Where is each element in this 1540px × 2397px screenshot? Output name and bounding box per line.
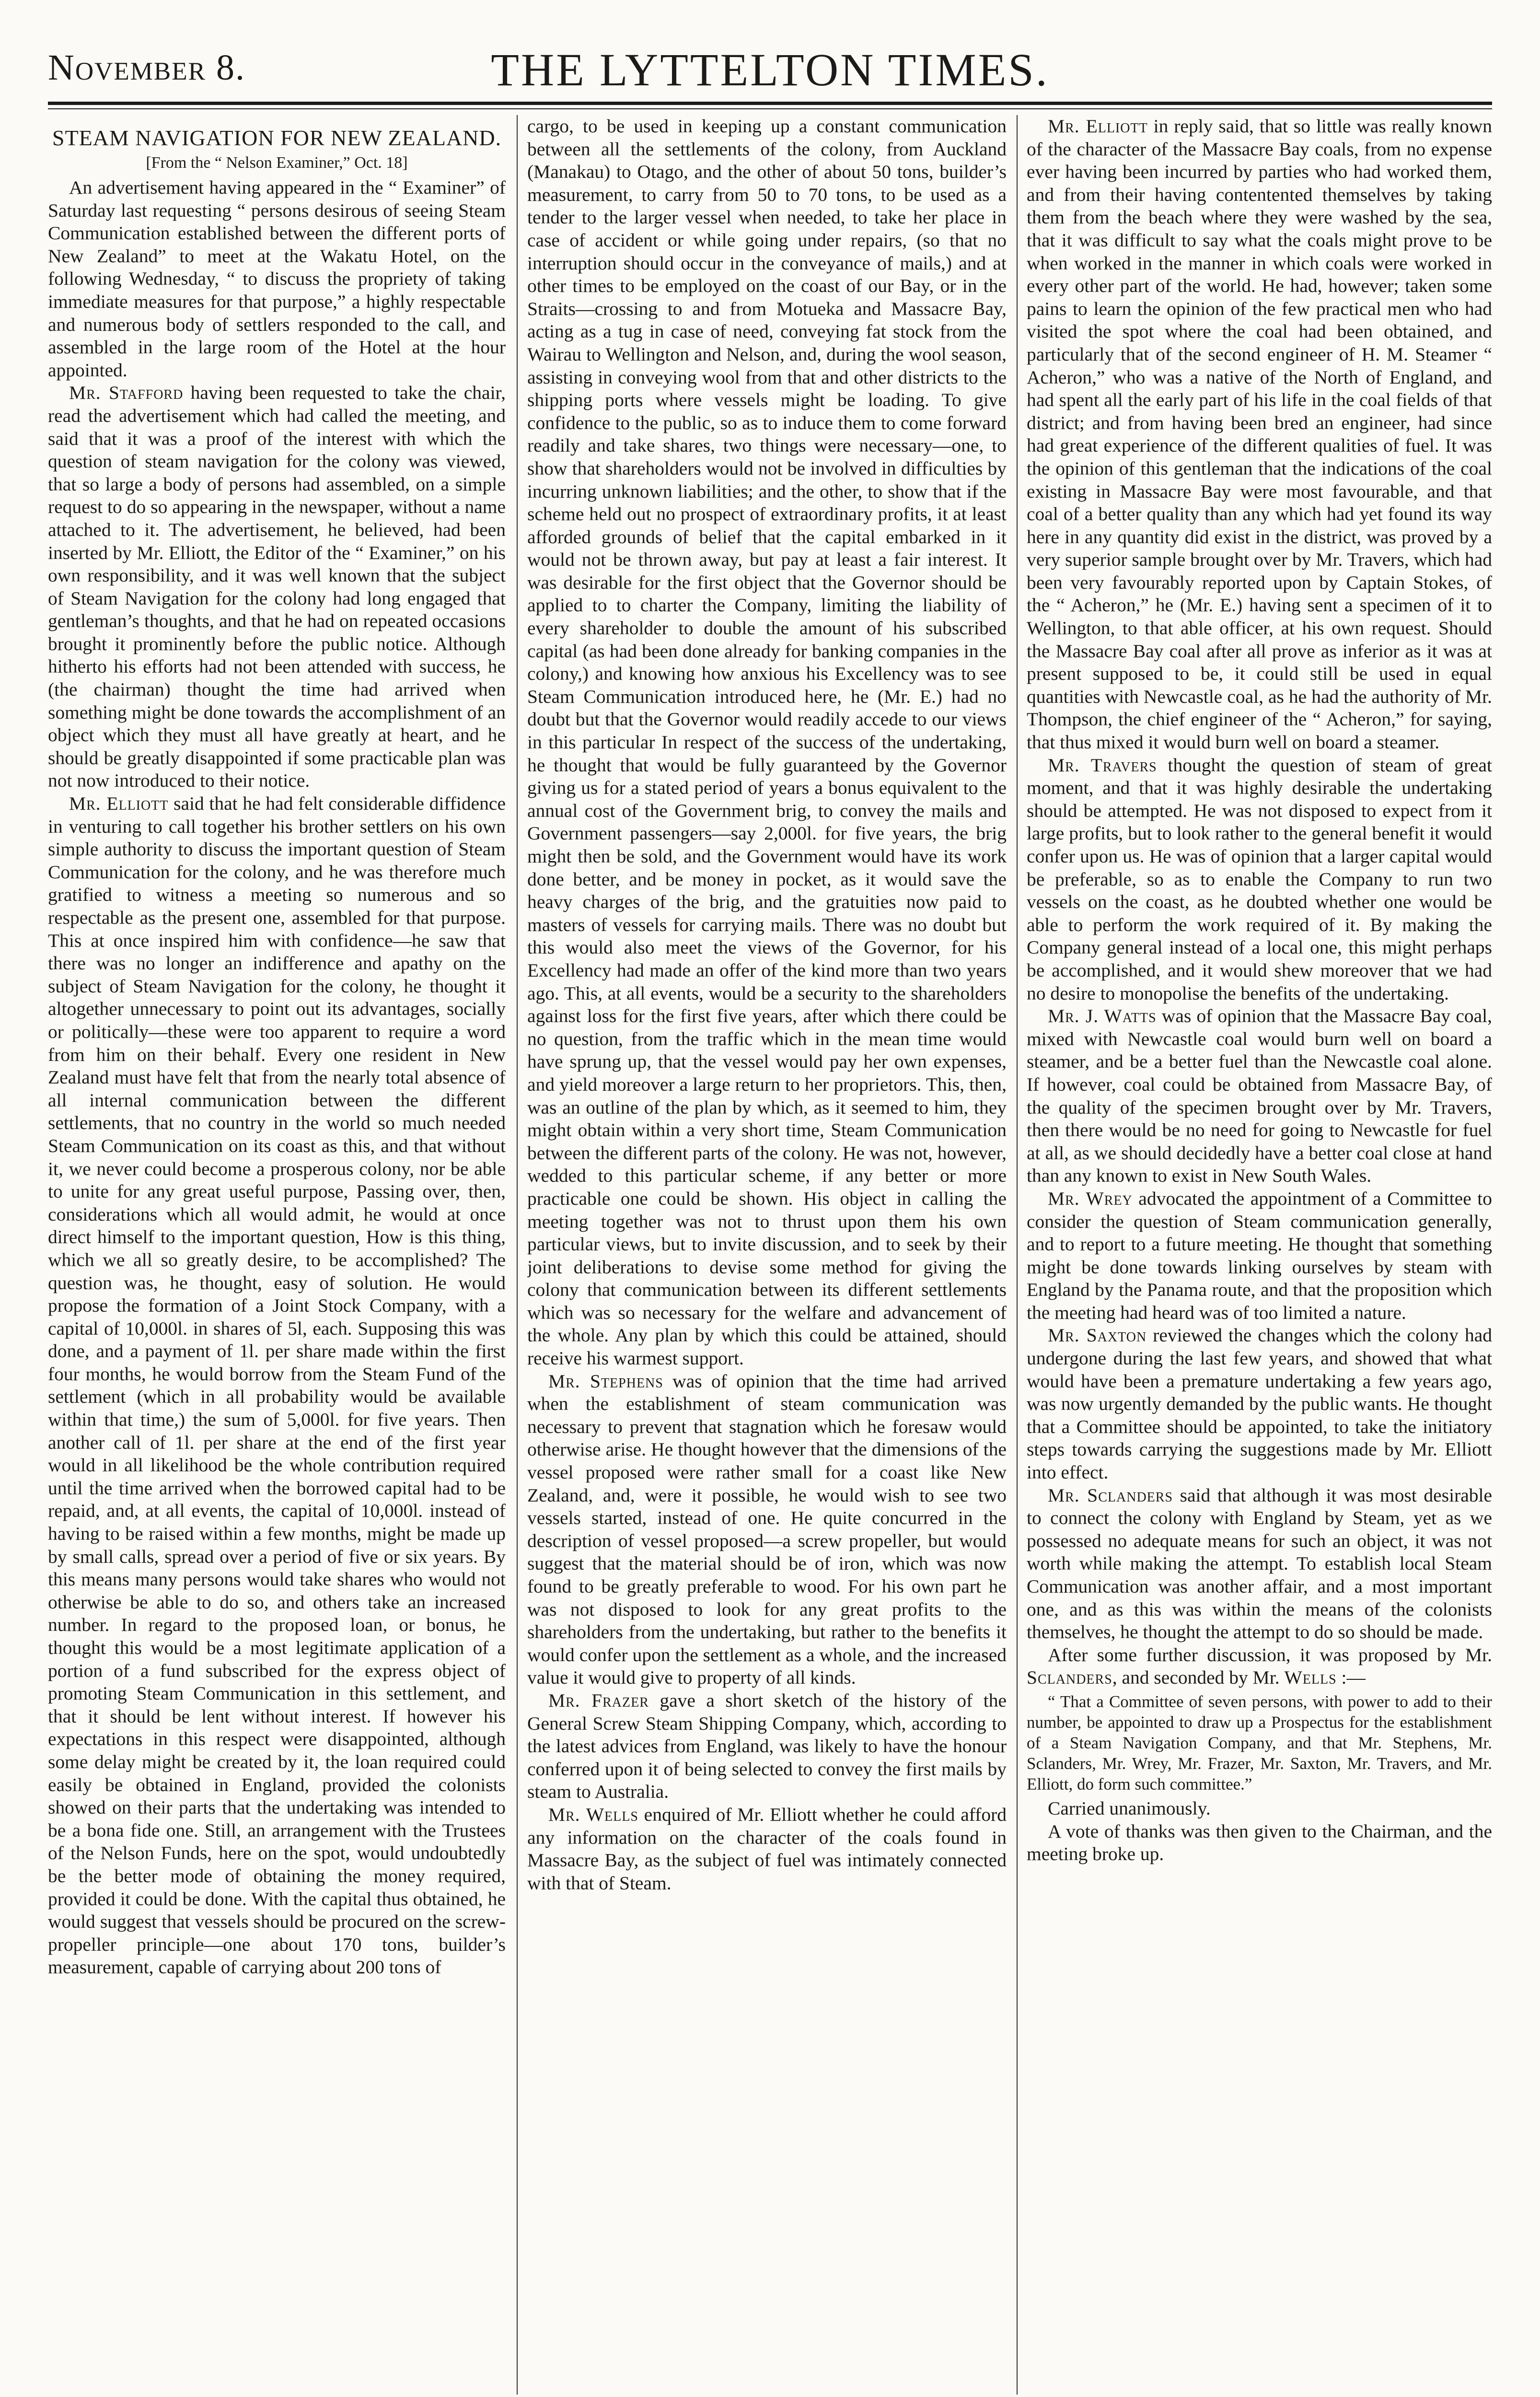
column-divider <box>517 115 518 2395</box>
paragraph <box>1027 1005 1492 1187</box>
paragraph-text: advocated the appointment of a Committee to consider the question of Steam communication generally, and to report to a future meeting. He thought that something might be done towards linking ourselves by steam with England by the Panama route, and that the proposition which the meeting had heard was of too limited a nature. <box>1027 1187 1492 1323</box>
closing-block <box>1027 1797 1492 1866</box>
speaker-name: Mr. Saxton <box>1048 1325 1147 1346</box>
column-2 <box>527 115 1007 2395</box>
paragraph-text: enquired of Mr. Elliott whether he could afford any information on the character of the coals found in Massacre Bay, as the subject of fuel was intimately connected with that of Steam. <box>527 1804 1007 1894</box>
article-columns <box>48 115 1492 2395</box>
column-1 <box>48 115 506 2395</box>
paragraph-text: was of opinion that the time had arrived when the establishment of steam communication was necessary to prevent that stagnation which he foresaw would otherwise arise. He thought however that the dimensions of the vessel proposed were rather small for a coast like New Zealand, and, were it possible, he would wish to see two vessels started, instead of one. He quite concurred in the description of vessel proposed—a screw propeller, but would suggest that the material should be of iron, which was now found to be greatly preferable to wood. For his own part he was not disposed to look for any great profits to the shareholders from the undertaking, but rather to the benefits it would confer upon the settlement as a whole, and the increased value it would give to property of all kinds. <box>527 1370 1007 1688</box>
paragraph <box>527 1370 1007 1689</box>
resolution-text: “ That a Committee of seven persons, with power to add to their number, be appointed to draw up a Prospectus for the establishment of a Steam Navigation Company, and that Mr. Stephens, Mr. Sclanders, Mr. Wrey, Mr. Frazer, Mr. Saxton, Mr. Travers, and Mr. Elliott, do form such committee.” <box>1027 1692 1492 1793</box>
paragraph-text: said that he had felt considerable diffidence in venturing to call together his brother settlers on his own simple authority to discuss the important question of Steam Communication for the colony, and he was therefore much gratified to witness a meeting so numerous and so respectable as the present one, assembled for that purpose. This at once inspired him with confidence—he saw that there was no longer an indifference and apathy on the subject of Steam Navigation for the colony, he thought it altogether unnecessary to point out its advantages, socially or politically—these were too apparent to require a word from him on their behalf. Every one resident in New Zealand must have felt that from the nearly total absence of all internal communication between the different settlements, that no country in the world so much needed Steam Communication on its coast as this, and that without it, we never could become a prosperous colony, nor be able to unite for any great useful purpose, Passing over, then, considerations which all would admit, he would at once direct himself to the important question, How is this thing, which we all so greatly desire, to be accomplished? The question was, he thought, easy of solution. He would propose the formation of a Joint Stock Company, with a capital of 10,000l. in shares of 5l, each. Supposing this was done, and a payment of 1l. per share made within the first four months, he would borrow from the Steam Fund of the settlement (which in all probability would be available within that time,) the sum of 5,000l. for five years. Then another call of 1l. per share at the end of the first year would in all likelihood be the whole contribution required until the time arrived when the borrowed capital had to be repaid, and, at all events, the capital of 10,000l. instead of having to be raised within a few months, might be made up by small calls, spread over a period of five or six years. By this means many persons would take shares who would not otherwise be able to do so, and others take an increased number. In regard to the proposed loan, or bonus, he thought this would be a most legitimate application of a portion of a fund subscribed for the express object of promoting Steam Communication in this settlement, and that it should be lent without interest. If however his expectations in this respect were disappointed, although some delay might be created by it, the loan required could easily be obtained in England, provided the colonists showed on their parts that the undertaking was intended to be a bona fide one. Still, an arrangement with the Trustees of the Nelson Funds, here on the spot, would undoubtedly be the better mode of obtaining the money required, provided it could be done. With the capital thus obtained, he would suggest that vessels should be procured on the screw-propeller principle—one about 170 tons, builder’s measurement, capable of carrying about 200 tons of <box>48 793 506 1978</box>
speaker-name: Mr. Wrey <box>1048 1187 1133 1209</box>
article-title: STEAM NAVIGATION FOR NEW ZEALAND. <box>52 126 502 150</box>
speaker-name: Mr. Stephens <box>548 1370 663 1392</box>
paragraph-text: gave a short sketch of the history of the General Screw Steam Shipping Company, which, according to the latest advices from England, was likely to have the honour conferred upon it of being selected to convey the first mails by steam to Australia. <box>527 1689 1007 1803</box>
paragraph <box>1027 1187 1492 1325</box>
paragraph-text: having been requested to take the chair, read the advertisement which had called the meeting, and said that it was a proof of the interest with which the question of steam navigation for the colony was viewed, that so large a body of persons had assembled, on a simple request to do so appearing in the newspaper, without a name attached to it. The advertisement, he believed, had been inserted by Mr. Elliott, the Editor of the “ Examiner,” on his own responsibility, and it was well known that the subject of Steam Navigation for the colony had long engaged that gentleman’s thoughts, and that he had on repeated occasions brought it prominently before the public notice. Although hitherto his efforts had not been attended with success, he (the chairman) thought the time had arrived when something might be done towards the accomplishment of an object which they must all have greatly at heart, and he should be greatly disappointed if some practicable plan was not now introduced to their notice. <box>48 382 506 791</box>
paragraph-text: , and seconded by Mr. <box>1112 1667 1285 1688</box>
speaker-name: Sclanders <box>1027 1667 1112 1688</box>
speaker-name: Mr. Wells <box>548 1804 638 1825</box>
paragraph <box>527 1804 1007 1895</box>
speaker-name: Mr. Stafford <box>69 382 184 404</box>
paragraph <box>48 382 506 792</box>
paragraph-text: :— <box>1336 1667 1366 1688</box>
speaker-name: Mr. Travers <box>1048 754 1157 776</box>
page-header <box>48 43 1492 96</box>
column-3 <box>1027 115 1492 2395</box>
paragraph: An advertisement having appeared in the “ Examiner” of Saturday last requesting “ persons desirous of seeing Steam Communication established between the different ports of New Zealand” to meet at the Wakatu Hotel, on the following Wednesday, “ to discuss the propriety of taking immediate measures for that purpose,” a highly respectable and numerous body of settlers responded to the call, and assembled in the large room of the Hotel at the hour appointed. <box>48 177 506 381</box>
issue-date: November 8. <box>48 47 246 88</box>
speaker-name: Mr. Sclanders <box>1048 1484 1173 1506</box>
article-source: [From the “ Nelson Examiner,” Oct. 18] <box>146 154 408 172</box>
speaker-name: Mr. Elliott <box>1048 116 1148 137</box>
header-rule-thin <box>48 108 1492 109</box>
paragraph-text: said that although it was most desirable to connect the colony with England by Steam, yet as we possessed no adequate means for such an object, it was not worth while making the attempt. To establish local Steam Communication was another affair, and a most important one, and as this was within the means of the colonists themselves, he thought the attempt to do so should be made. <box>1027 1484 1492 1643</box>
paragraph <box>1027 115 1492 754</box>
speaker-name: Mr. Frazer <box>548 1689 649 1711</box>
paragraph <box>1027 754 1492 1005</box>
masthead-title: THE LYTTELTON TIMES. <box>491 44 1049 95</box>
speaker-name: Wells <box>1284 1667 1337 1688</box>
column-divider <box>1017 115 1018 2395</box>
paragraph <box>1027 1484 1492 1644</box>
paragraph: cargo, to be used in keeping up a constant communication between all the settlements of the colony, from Auckland (Manakau) to Otago, and the other of about 50 tons, builder’s measurement, to carry from 50 to 70 tons, to be used as a tender to the larger vessel when needed, to take her place in case of accident or while going under repairs, (so that no interruption should occur in the conveyance of mails,) and at other times to be employed on the coast of our Bay, or in the Straits—crossing to and from Motueka and Massacre Bay, acting as a tug in case of need, conveying fat stock from the Wairau to Wellington and Nelson, and, during the wool season, assisting in conveying wool from that and other districts to the shipping ports where vessels might be loading. To give confidence to the public, so as to induce them to come forward readily and take shares, two things were necessary—one, to show that shareholders would not be involved in difficulties by incurring unknown liabilities; and the other, to show that if the scheme held out no prospect of extraordinary profits, it at least afforded grounds of belief that the capital embarked in it would not be thrown away, but pay at least a fair interest. It was desirable for the first object that the Governor should be applied to to charter the Company, limiting the liability of every shareholder to double the amount of his subscribed capital (as had been done already for banking companies in the colony,) and knowing how anxious his Excellency was to see Steam Communication introduced here, he (Mr. E.) had no doubt but that the Governor would readily accede to our views in this particular In respect of the success of the undertaking, he thought that would be fully guaranteed by the Governor giving us for a stated period of years a bonus equivalent to the annual cost of the Government brig, to convey the mails and Government passengers—say 2,000l. for five years, the brig might then be sold, and the Government would have its work done better, and be money in pocket, as it would save the heavy charges of the brig, and the gratuities now paid to masters of vessels for carrying mails. There was no doubt but this would also meet the views of the Governor, for his Excellency had made an offer of the kind more than two years ago. This, at all events, would be a security to the shareholders against loss for the first five years, after which there could be no question, from the traffic which in the mean time would have sprung up, that the vessel would pay her own expenses, and yield moreover a large return to her proprietors. This, then, was an outline of the plan by which, as it seemed to him, they might obtain within a very short time, Steam Communication between the different parts of the colony. He was not, however, wedded to this particular scheme, if any better or more practicable one could be shown. His object in calling the meeting together was not to thrust upon them his own particular views, but to invite discussion, and to seek by their joint deliberations to devise some method for giving the colony that communication between its different settlements which was so necessary for the welfare and advancement of the whole. Any plan by which this could be attained, should receive his warmest support. <box>527 116 1007 1369</box>
paragraph <box>48 792 506 1979</box>
closing-paragraph: A vote of thanks was then given to the Chairman, and the meeting broke up. <box>1027 1820 1492 1865</box>
paragraph <box>1027 1324 1492 1484</box>
paragraph-text: After some further discussion, it was proposed by Mr. <box>1048 1644 1492 1665</box>
paragraph <box>527 1689 1007 1804</box>
paragraph-text: was of opinion that the Massacre Bay coal, mixed with Newcastle coal would burn well on board a steamer, and be a better fuel than the Newcastle coal alone. If however, coal could be obtained from Massacre Bay, of the quality of the specimen brought over by Mr. Travers, then there would be no need for going to Newcastle for fuel at all, as we should decidedly have a better coal close at hand than any known to exist in New South Wales. <box>1027 1005 1492 1187</box>
carried-note: Carried unanimously. <box>1048 1797 1211 1819</box>
paragraph-text: in reply said, that so little was really known of the character of the Massacre Bay coals, from no expense ever having been incurred by parties who had worked them, and from their having contentented themselves by taking them from the beach where they were washed by the sea, that it was difficult to say what the coals might prove to be when worked in the manner in which coals were worked in every other part of the world. He had, however; taken some pains to learn the opinion of the few practical men who had visited the spot where the coal had been obtained, and particularly that of the second engineer of H. M. Steamer “ Acheron,” who was a native of the North of England, and had spent all the early part of his life in the coal fields of that district; and from having been bred an engineer, had since had great experience of the different qualities of fuel. It was the opinion of this gentleman that the indications of the coal existing in Massacre Bay were most favourable, and that coal of a better quality than any which had yet found its way here in any quantity did exist in the district, was proved by a very superior sample brought over by Mr. Travers, which had been very favourably reported upon by Captain Stokes, of the “ Acheron,” he (Mr. E.) having sent a specimen of it to Wellington, to that able officer, at his own request. Should the Massacre Bay coal after all prove as inferior as it was at present supposed to be, it could still be used in equal quantities with Newcastle coal, as he had the authority of Mr. Thompson, the chief engineer of the “ Acheron,” for saying, that thus mixed it would burn well on board a steamer. <box>1027 116 1492 753</box>
paragraph-text: thought the question of steam of great moment, and that it was highly desirable the undertaking should be attempted. He was not disposed to expect from it large profits, but to look rather to the general benefit it would confer upon us. He was of opinion that a larger capital would be preferable, so as to enable the Company to run two vessels on the coast, as he doubted whether one would be able to perform the work required of it. By making the Company general instead of a local one, this might perhaps be accomplished, and it would shew moreover that we had no desire to monopolise the benefits of the undertaking. <box>1027 754 1492 1004</box>
header-rule-thick <box>48 102 1492 105</box>
paragraph <box>1027 1644 1492 1689</box>
speaker-name: Mr. Elliott <box>69 793 169 815</box>
paragraph-text: reviewed the changes which the colony had undergone during the last few years, and showed that what would have been a premature undertaking a few years ago, was now urgently demanded by the public wants. He thought that a Committee should be appointed, to take the initiatory steps towards carrying the suggestions made by Mr. Elliott into effect. <box>1027 1325 1492 1483</box>
speaker-name: Mr. J. Watts <box>1048 1005 1157 1027</box>
